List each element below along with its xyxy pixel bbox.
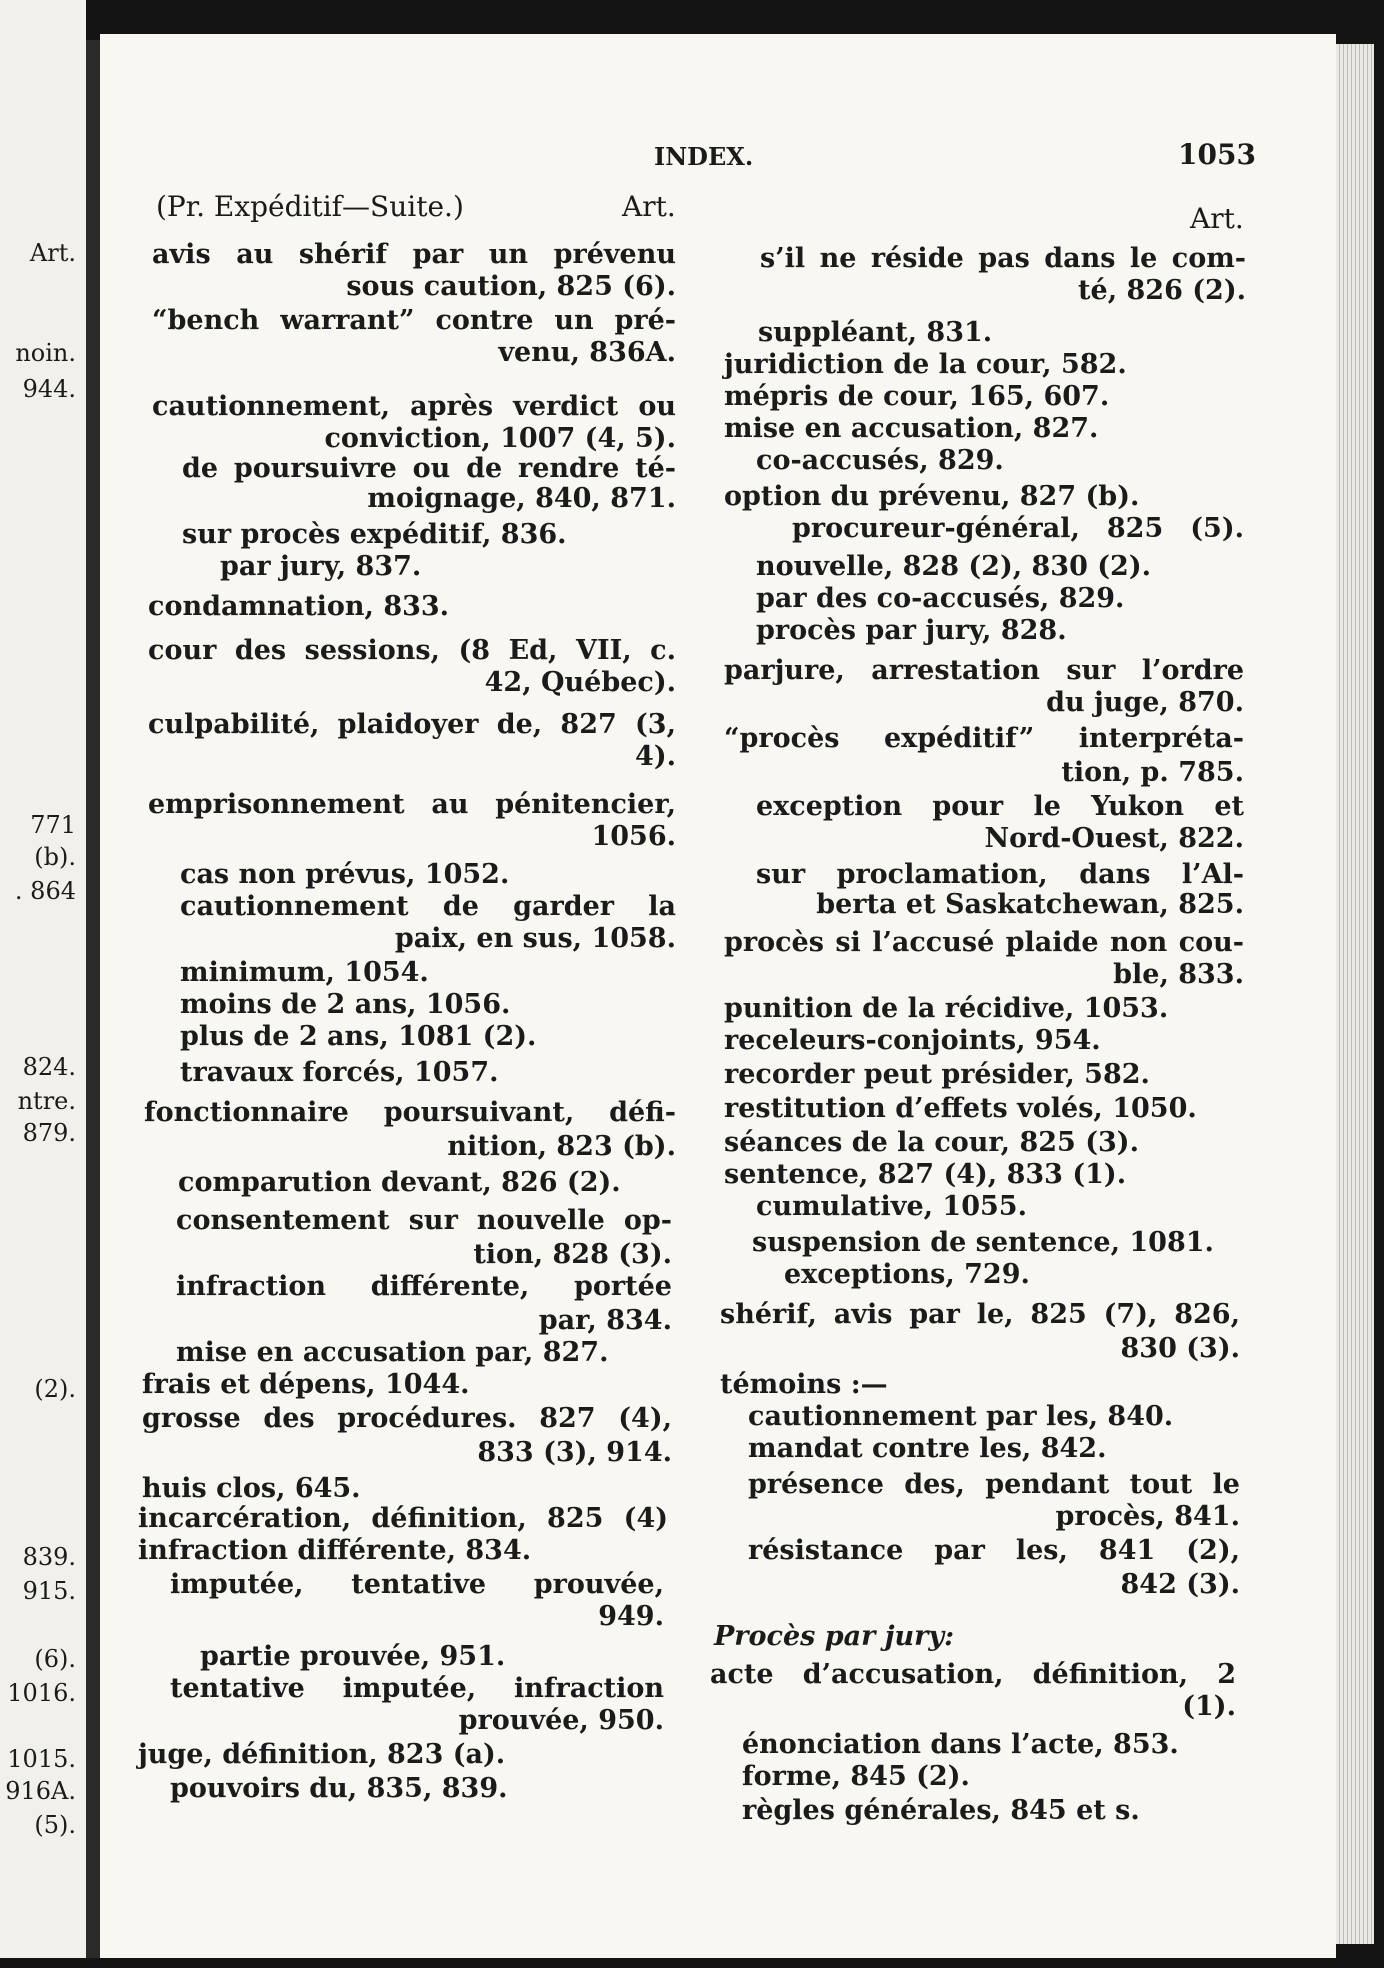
index-entry: mise en accusation, 827.: [724, 413, 1099, 444]
index-entry: de poursuivre ou de rendre té-: [182, 453, 676, 484]
index-entry: berta et Saskatchewan, 825.: [816, 889, 1244, 920]
index-entry: imputée, tentative prouvée,: [170, 1569, 664, 1600]
previous-page-fragment: . 864: [14, 877, 76, 905]
index-entry: par des co-accusés, 829.: [756, 583, 1125, 614]
index-entry: huis clos, 645.: [142, 1473, 361, 1504]
running-title: INDEX.: [654, 142, 754, 171]
index-entry: nouvelle, 828 (2), 830 (2).: [756, 551, 1152, 582]
index-entry: partie prouvée, 951.: [200, 1641, 506, 1672]
index-entry: condamnation, 833.: [148, 591, 450, 622]
previous-page-fragment: 916A.: [5, 1777, 76, 1805]
index-entry: exceptions, 729.: [784, 1259, 1030, 1290]
index-entry: “procès expéditif” interpréta-: [724, 723, 1244, 754]
index-entry: grosse des procédures. 827 (4),: [142, 1403, 672, 1434]
index-entry: mise en accusation par, 827.: [176, 1337, 609, 1368]
index-entry: procès par jury, 828.: [756, 615, 1067, 646]
index-entry: cas non prévus, 1052.: [180, 859, 510, 890]
index-entry: sur proclamation, dans l’Al-: [756, 859, 1244, 890]
previous-page-fragment: (6).: [34, 1645, 76, 1673]
index-entry: parjure, arrestation sur l’ordre: [724, 655, 1244, 686]
previous-page-fragment: (5).: [34, 1811, 76, 1839]
index-entry: cour des sessions, (8 Ed, VII, c.: [148, 635, 676, 666]
index-entry: séances de la cour, 825 (3).: [724, 1127, 1139, 1158]
index-entry: té, 826 (2).: [1078, 275, 1246, 306]
index-entry: exception pour le Yukon et: [756, 791, 1244, 822]
index-entry: mépris de cour, 165, 607.: [724, 381, 1110, 412]
index-entry: recorder peut présider, 582.: [724, 1059, 1150, 1090]
index-entry: moignage, 840, 871.: [367, 483, 676, 514]
previous-page-fragment: 839.: [22, 1543, 76, 1571]
index-entry: 42, Québec).: [484, 667, 676, 698]
previous-page-fragment: Art.: [29, 239, 76, 267]
index-entry: procureur-général, 825 (5).: [792, 513, 1244, 544]
previous-page-fragment: noin.: [15, 339, 76, 367]
index-entry: sur procès expéditif, 836.: [182, 519, 567, 550]
index-entry: moins de 2 ans, 1056.: [180, 989, 511, 1020]
index-entry: incarcération, définition, 825 (4): [138, 1503, 668, 1534]
index-entry: tentative imputée, infraction: [170, 1673, 664, 1704]
index-entry: juge, définition, 823 (a).: [138, 1739, 506, 1770]
index-entry: suppléant, 831.: [758, 317, 993, 348]
index-entry: 842 (3).: [1120, 1569, 1240, 1600]
index-entry: procès, 841.: [1055, 1501, 1240, 1532]
art-column-label: Art.: [622, 190, 676, 223]
index-entry: nition, 823 (b).: [447, 1131, 676, 1162]
index-entry: 949.: [598, 1601, 664, 1632]
index-entry: conviction, 1007 (4, 5).: [324, 423, 676, 454]
index-entry: sous caution, 825 (6).: [346, 271, 676, 302]
previous-page-fragment: 944.: [22, 375, 76, 403]
previous-page-fragment: (b).: [34, 843, 76, 871]
index-entry: 4).: [635, 741, 676, 772]
index-entry: co-accusés, 829.: [756, 445, 1004, 476]
index-entry: témoins :—: [720, 1369, 888, 1400]
index-entry: frais et dépens, 1044.: [142, 1369, 470, 1400]
index-entry: Nord-Ouest, 822.: [984, 823, 1244, 854]
index-entry: forme, 845 (2).: [742, 1761, 970, 1792]
previous-page-fragment: 915.: [22, 1577, 76, 1605]
index-entry: plus de 2 ans, 1081 (2).: [180, 1021, 537, 1052]
index-entry: infraction différente, 834.: [138, 1535, 532, 1566]
previous-page-edge: [0, 0, 86, 1958]
index-entry: s’il ne réside pas dans le com-: [760, 243, 1246, 274]
index-entry: cautionnement de garder la: [180, 891, 676, 922]
index-entry: comparution devant, 826 (2).: [178, 1167, 621, 1198]
index-entry: résistance par les, 841 (2),: [748, 1535, 1240, 1566]
previous-page-fragment: 771: [30, 811, 76, 839]
index-entry: emprisonnement au pénitencier,: [148, 789, 676, 820]
index-entry: minimum, 1054.: [180, 957, 429, 988]
index-entry: cautionnement par les, 840.: [748, 1401, 1174, 1432]
art-column-label: Art.: [1190, 202, 1244, 235]
continued-heading: (Pr. Expéditif—Suite.): [156, 190, 464, 223]
index-entry: (1).: [1182, 1691, 1236, 1722]
index-entry: cumulative, 1055.: [756, 1191, 1027, 1222]
index-entry: par jury, 837.: [220, 551, 422, 582]
index-entry: 830 (3).: [1120, 1333, 1240, 1364]
index-entry: punition de la récidive, 1053.: [724, 993, 1169, 1024]
previous-page-fragment: 824.: [22, 1053, 76, 1081]
index-entry: sentence, 827 (4), 833 (1).: [724, 1159, 1127, 1190]
index-entry: pouvoirs du, 835, 839.: [170, 1773, 508, 1804]
index-entry: consentement sur nouvelle op-: [176, 1205, 672, 1236]
index-entry: prouvée, 950.: [458, 1705, 664, 1736]
index-entry: shérif, avis par le, 825 (7), 826,: [720, 1299, 1240, 1330]
index-entry: mandat contre les, 842.: [748, 1433, 1107, 1464]
index-entry: avis au shérif par un prévenu: [152, 239, 676, 270]
page-stack-edge: [1336, 44, 1374, 1944]
index-entry: fonctionnaire poursuivant, défi-: [144, 1097, 676, 1128]
index-entry: règles générales, 845 et s.: [742, 1795, 1140, 1826]
index-entry: 1056.: [591, 821, 676, 852]
index-entry: paix, en sus, 1058.: [394, 923, 676, 954]
index-entry: venu, 836A.: [498, 337, 676, 368]
index-entry: “bench warrant” contre un pré-: [152, 305, 676, 336]
index-entry: 833 (3), 914.: [477, 1437, 672, 1468]
index-entry: suspension de sentence, 1081.: [752, 1227, 1214, 1258]
previous-page-fragment: 879.: [22, 1119, 76, 1147]
index-entry: par, 834.: [538, 1305, 672, 1336]
previous-page-fragment: (2).: [34, 1375, 76, 1403]
index-entry: infraction différente, portée: [176, 1271, 672, 1302]
index-entry: travaux forcés, 1057.: [180, 1057, 499, 1088]
index-entry: présence des, pendant tout le: [748, 1469, 1240, 1500]
page-number: 1053: [1178, 138, 1256, 171]
index-entry: ble, 833.: [1113, 959, 1244, 990]
index-entry: Procès par jury:: [714, 1621, 955, 1652]
index-entry: procès si l’accusé plaide non cou-: [724, 927, 1244, 958]
index-entry: juridiction de la cour, 582.: [724, 349, 1127, 380]
index-entry: cautionnement, après verdict ou: [152, 391, 676, 422]
previous-page-fragment: 1016.: [7, 1679, 76, 1707]
index-entry: culpabilité, plaidoyer de, 827 (3,: [148, 709, 676, 740]
index-entry: acte d’accusation, définition, 2: [710, 1659, 1236, 1690]
index-entry: tion, 828 (3).: [473, 1239, 672, 1270]
index-entry: énonciation dans l’acte, 853.: [742, 1729, 1179, 1760]
previous-page-fragment: ntre.: [17, 1087, 76, 1115]
index-entry: du juge, 870.: [1046, 687, 1244, 718]
index-entry: tion, p. 785.: [1061, 757, 1244, 788]
previous-page-fragment: 1015.: [7, 1745, 76, 1773]
index-entry: option du prévenu, 827 (b).: [724, 481, 1140, 512]
index-entry: receleurs-conjoints, 954.: [724, 1025, 1101, 1056]
index-entry: restitution d’effets volés, 1050.: [724, 1093, 1197, 1124]
page-header: [100, 138, 1256, 174]
